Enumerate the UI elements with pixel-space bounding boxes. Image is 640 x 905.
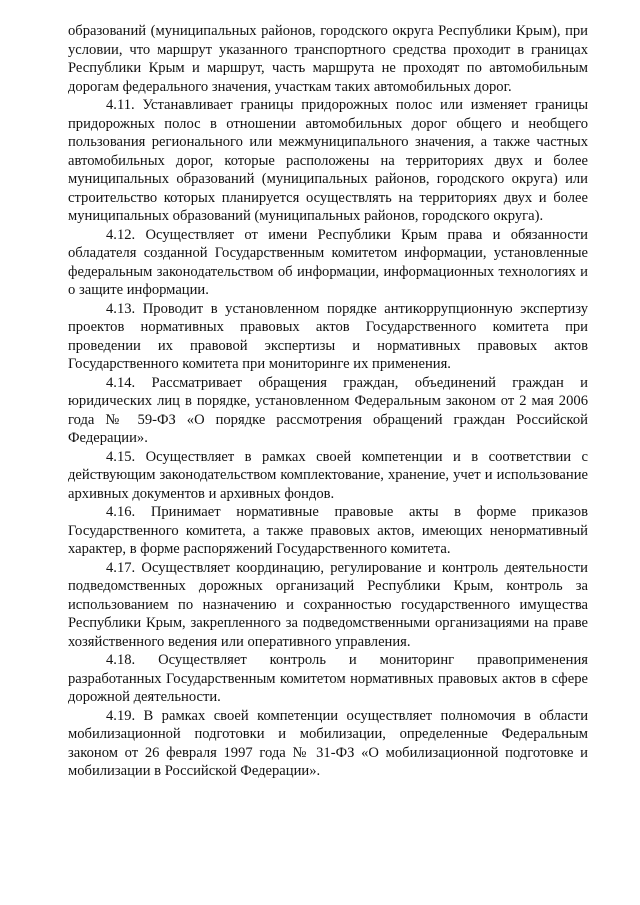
- paragraph-4-18: 4.18. Осуществляет контроль и мониторинг правоприменения разработанных Государственным комитетом нормативных правовых актов в сфере дорожной деятельности.: [68, 652, 588, 705]
- paragraph-4-15: 4.15. Осуществляет в рамках своей компетенции и в соответствии с действующим законодательством комплектование, хранение, учет и использование архивных документов и архивных фондов.: [68, 448, 588, 502]
- paragraph-4-16: 4.16. Принимает нормативные правовые акты в форме приказов Государственного комитета, а также правовых актов, имеющих ненормативный характер, в форме распоряжений Государственного комитета.: [68, 504, 588, 557]
- paragraph-4-17: 4.17. Осуществляет координацию, регулирование и контроль деятельности подведомственных дорожных организаций Республики Крым, контроль за использованием по назначению и сохранностью государственного имущества Республики Крым, закрепленного за подведомственными организациями на праве хозяйственного ведения или оперативного управления.: [68, 559, 588, 650]
- paragraph-4-13: 4.13. Проводит в установленном порядке антикоррупционную экспертизу проектов нормативных правовых актов Государственного комитета при проведении их правовой экспертизы и нормативных правовых актов Государственного комитета при мониторинге их применения.: [68, 300, 588, 372]
- paragraph-continuation: образований (муниципальных районов, городского округа Республики Крым), при условии, что маршрут указанного транспортного средства проходит в границах Республики Крым и маршрут, часть маршрута не проходят по автомобильным дорогам федерального значения, участкам таких автомобильных дорог.: [68, 23, 588, 95]
- document-page: [68, 22, 588, 781]
- paragraph-4-12: 4.12. Осуществляет от имени Республики Крым права и обязанности обладателя созданной Государственным комитетом информации, установленные федеральным законодательством об информации, информационных технологиях и о защите информации.: [68, 226, 588, 298]
- paragraph-4-19: 4.19. В рамках своей компетенции осуществляет полномочия в области мобилизационной подготовки и мобилизации, определенные Федеральным законом от 26 февраля 1997 года № 31-ФЗ «О мобилизационной подготовке и мобилизации в Российской Федерации».: [68, 707, 588, 779]
- paragraph-4-11: 4.11. Устанавливает границы придорожных полос или изменяет границы придорожных полос в отношении автомобильных дорог общего и необщего пользования регионального или межмуниципального значения, а также частных автомобильных дорог, которые расположены на территориях двух и более муниципальных образований (муниципальных районов, городского округа) или строительство которых планируется осуществлять на территориях двух и более муниципальных образований (муниципальных районов, городского округа).: [68, 97, 588, 224]
- paragraph-4-14: 4.14. Рассматривает обращения граждан, объединений граждан и юридических лиц в порядке, установленном Федеральным законом от 2 мая 2006 года № 59-ФЗ «О порядке рассмотрения обращений граждан Российской Федерации».: [68, 374, 588, 446]
